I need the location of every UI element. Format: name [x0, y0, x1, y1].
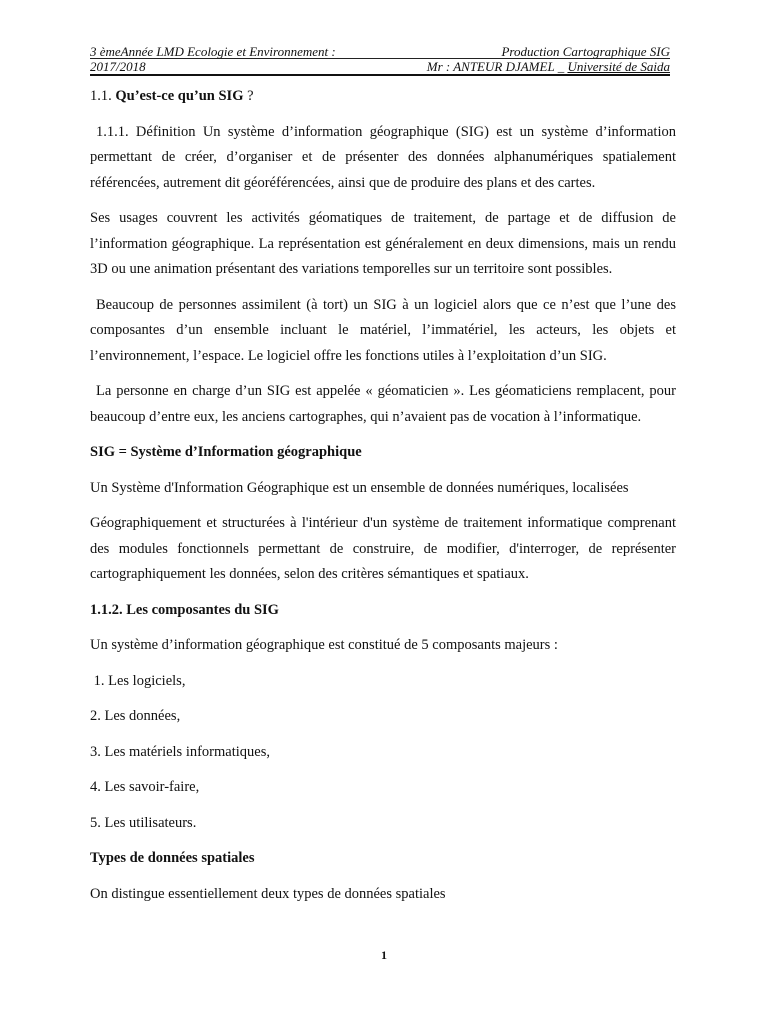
list-item: 4. Les savoir-faire,: [90, 779, 200, 795]
section-heading-1-1-2: 1.1.2. Les composantes du SIG: [90, 601, 279, 618]
paragraph-definition: 1.1.1. Définition Un système d’information géographique (SIG) est un système d’information permettant de créer, d’organiser et de présenter des données alphanumériques spatialement référencées, autrement dit géoréférencées, ainsi que de produire des plans et des cartes.: [90, 123, 676, 191]
header-course-label: 3 èmeAnnée LMD Ecologie et Environnement :: [90, 44, 336, 59]
paragraph-ensemble: Un Système d'Information Géographique est un ensemble de données numériques, localisées: [90, 479, 629, 496]
section-number: 1.1.: [90, 88, 116, 104]
sig-definition-heading: SIG = Système d’Information géographique: [90, 444, 362, 460]
page-number: 1: [381, 948, 387, 962]
list-item: 5. Les utilisateurs.: [90, 814, 197, 831]
paragraph-beaucoup: Beaucoup de personnes assimilent (à tort) un SIG à un logiciel alors que ce n’est que l’une des composantes d’un ensemble incluant le matériel, l’immatériel, les acteurs, les objets et l’environnement, l’espace. Le logiciel offre les fonctions utiles à l’exploitation d’un SIG.: [90, 296, 676, 364]
paragraph-types: On distingue essentiellement deux types de données spatiales: [90, 885, 446, 902]
paragraph-geomaticien: La personne en charge d’un SIG est appelée « géomaticien ». Les géomaticiens remplacent, pour beaucoup d’entre eux, les anciens cartographes, qui n’avaient pas de vocation à l’informatique.: [90, 383, 676, 425]
section-suffix: ?: [243, 88, 254, 104]
paragraph-geographiquement: Géographiquement et structurées à l'intérieur d'un système de traitement informatique comprenant des modules fonctionnels permettant de construire, de modifier, d'interroger, de représenter cartographiquement les données, selon des critères sémantiques et spatiaux.: [90, 515, 676, 582]
header-year: 2017/2018: [90, 59, 146, 74]
list-item: 3. Les matériels informatiques,: [90, 743, 270, 760]
section-title: Qu’est-ce qu’un SIG: [115, 88, 244, 104]
document-body: [90, 84, 676, 907]
header-university: Université de Saida: [567, 59, 670, 74]
header-author-name: Mr : ANTEUR DJAMEL _: [426, 59, 568, 74]
header-author: [427, 59, 670, 74]
section-heading-1-1: [90, 84, 676, 110]
list-item: 2. Les données,: [90, 708, 181, 724]
header-module-title: Production Cartographique SIG: [501, 44, 670, 59]
running-header-line-2: [90, 59, 670, 74]
header-divider-thick: [90, 74, 670, 76]
running-header-line-1: [90, 44, 670, 59]
types-heading: Types de données spatiales: [90, 850, 255, 866]
paragraph-composantes-intro: Un système d’information géographique est constitué de 5 composants majeurs :: [90, 637, 558, 653]
list-item: 1. Les logiciels,: [90, 672, 186, 689]
paragraph-usages: Ses usages couvrent les activités géomatiques de traitement, de partage et de diffusion de l’information géographique. La représentation est généralement en deux dimensions, mais un rendu 3D ou une animation présentant des variations temporelles sur un territoire sont possibles.: [90, 210, 676, 277]
